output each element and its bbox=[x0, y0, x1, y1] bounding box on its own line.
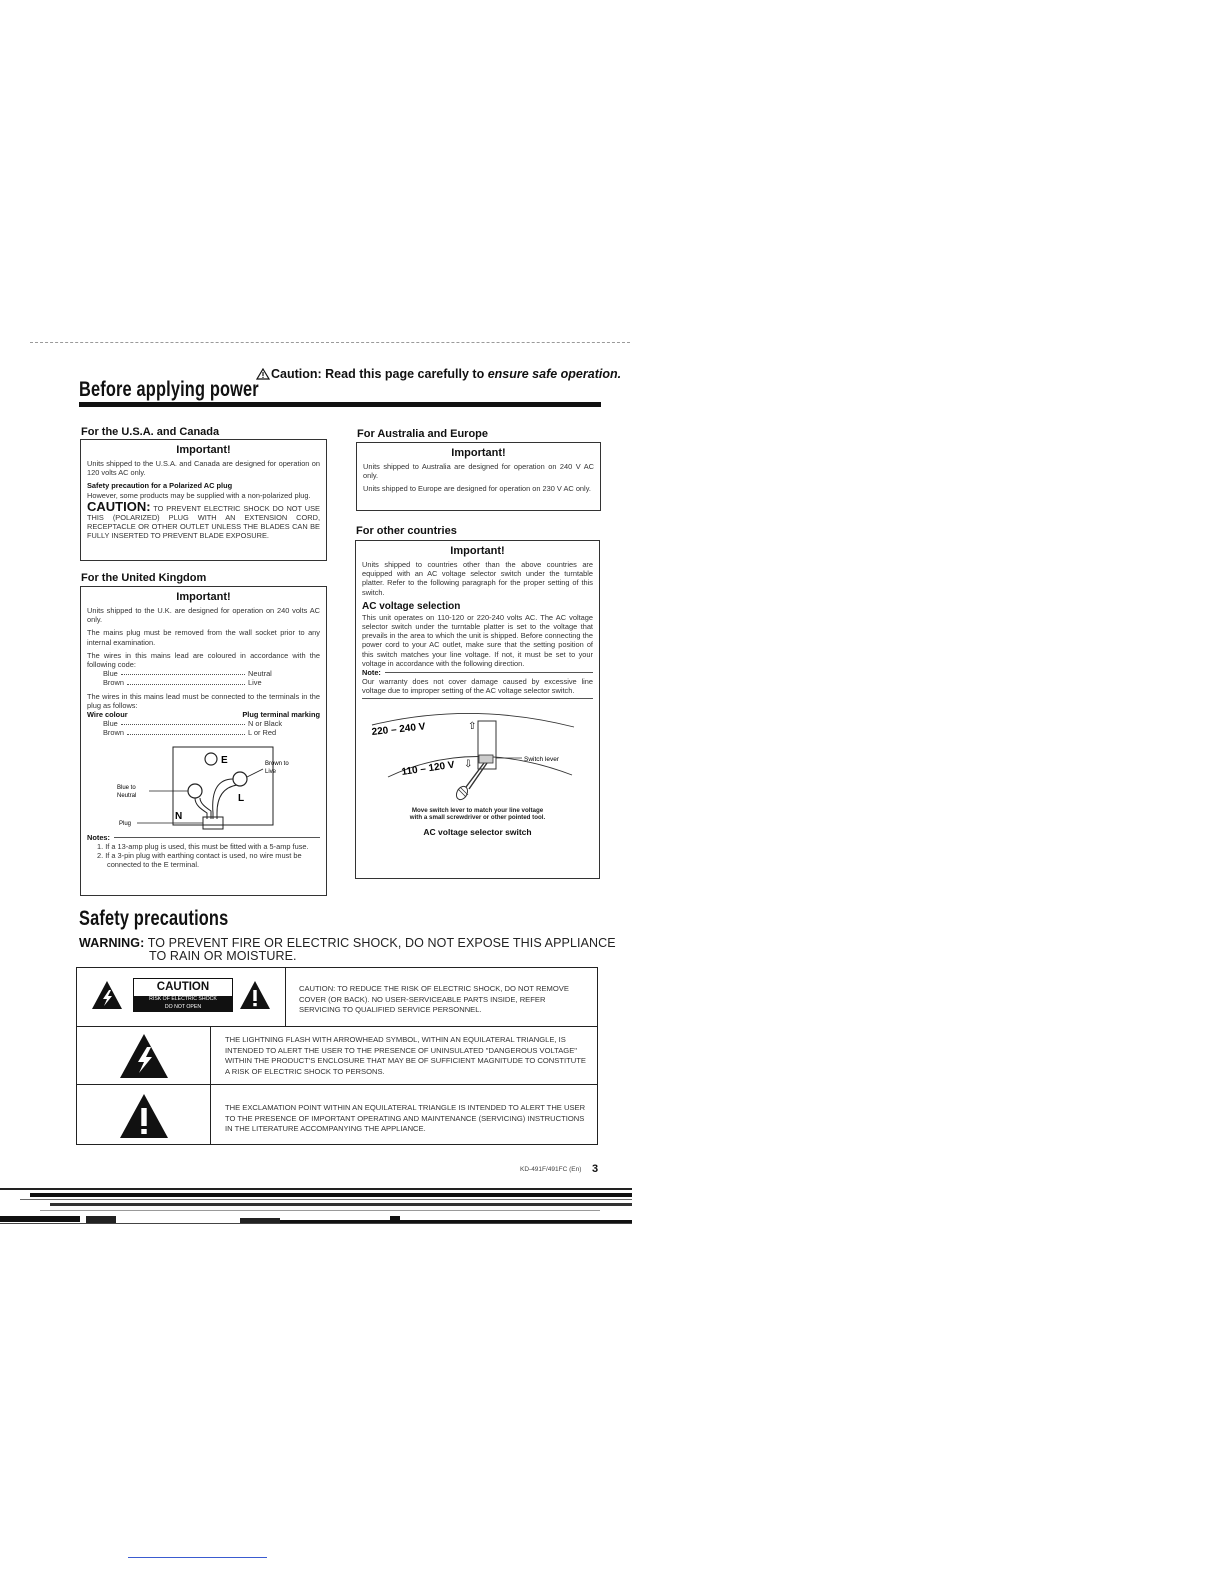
usa-important-title: Important! bbox=[176, 444, 231, 456]
usa-important-box bbox=[80, 439, 327, 561]
caution-label-do-not-open: DO NOT OPEN bbox=[164, 1003, 202, 1010]
uk-plug-wiring-diagram bbox=[87, 743, 321, 831]
caution-header-text: Caution: Read this page carefully to bbox=[271, 367, 488, 381]
uk-text-2: The mains plug must be removed from the wall socket prior to any internal examination. bbox=[87, 628, 320, 647]
warning-label: WARNING: bbox=[79, 936, 145, 950]
usa-safety-title: Safety precaution for a Polarized AC plug bbox=[87, 481, 233, 491]
arrow-down-icon: ⇩ bbox=[464, 758, 473, 770]
caution-label-risk: RISK OF ELECTRIC SHOCK bbox=[149, 996, 217, 1002]
lightning-triangle-icon bbox=[91, 980, 123, 1010]
usa-caution-label: CAUTION: bbox=[87, 498, 151, 514]
other-important-title: Important! bbox=[450, 545, 505, 557]
footer-model-code: KD-491F/491FC (En) bbox=[520, 1166, 582, 1173]
title-rule bbox=[79, 402, 601, 407]
uk-notes-label: Notes: bbox=[87, 832, 110, 842]
exclamation-triangle-icon bbox=[239, 980, 271, 1010]
warning-line-1: TO PREVENT FIRE OR ELECTRIC SHOCK, DO NOT EXPOSE THIS APPLIANCE bbox=[144, 936, 616, 950]
warning-line-2: TO RAIN OR MOISTURE. bbox=[149, 949, 297, 963]
uk-code-meaning: Live bbox=[248, 678, 262, 688]
safety-symbols-table bbox=[76, 967, 598, 1145]
usa-caution-text: TO PREVENT ELECTRIC SHOCK DO NOT USE THIS (POLARIZED) PLUG WITH AN EXTENSION CORD, RECEPTACLE OR OTHER OUTLET UNLESS THE BLADES CAN BE FULLY INSERTED TO PREVENT BLADE EXPOSURE. bbox=[87, 503, 320, 541]
uk-terminal-marking: N or Black bbox=[248, 719, 283, 729]
uk-terminal-row bbox=[87, 719, 320, 728]
uk-notes-heading bbox=[87, 833, 320, 842]
aus-important-title: Important! bbox=[451, 447, 506, 459]
other-text-1: Units shipped to countries other than the above countries are equipped with an AC voltage selector switch under the turntable platter. Refer to the following paragraph for the proper setting of this switch. bbox=[362, 560, 593, 597]
other-note-heading bbox=[362, 668, 593, 677]
diagram-n-label: N bbox=[175, 810, 183, 822]
other-heading: For other countries bbox=[356, 525, 457, 537]
scan-artifact-lines bbox=[0, 1186, 632, 1228]
footer-page-number: 3 bbox=[592, 1163, 599, 1175]
diagram-live: Live bbox=[265, 768, 277, 775]
uk-terminal-marking: L or Red bbox=[248, 728, 277, 738]
aus-text-1: Units shipped to Australia are designed for operation on 240 V AC only. bbox=[363, 462, 594, 481]
uk-text-4: The wires in this mains lead must be connected to the terminals in the plug as follows: bbox=[87, 691, 320, 710]
caution-label-box bbox=[133, 978, 233, 1012]
aus-important-box bbox=[356, 442, 601, 511]
safety-row-2-text: THE LIGHTNING FLASH WITH ARROWHEAD SYMBOL, WITHIN AN EQUILATERAL TRIANGLE, IS INTENDED TO ALERT THE USER TO THE PRESENCE OF UNINSULATED "DANGEROUS VOLTAGE" WITHIN THE PRODUCT'S ENCLOSURE THAT MAY BE OF SUFFICIENT MAGNITUDE TO CONSTITUTE A RISK OF ELECTRIC SHOCK TO PERSONS. bbox=[225, 1035, 586, 1076]
uk-code-meaning: Neutral bbox=[248, 669, 272, 679]
other-note-text: Our warranty does not cover damage caused by excessive line voltage due to improper setting of the AC voltage selector switch. bbox=[362, 677, 593, 698]
uk-text-3: The wires in this mains lead are coloured in accordance with the following code: bbox=[87, 650, 320, 670]
uk-code-row bbox=[87, 678, 320, 687]
diagram-blue-to: Blue to bbox=[117, 784, 136, 791]
diagram-caption-line-2: with a small screwdriver or other pointed tool. bbox=[409, 814, 546, 822]
screwdriver-icon bbox=[454, 784, 470, 801]
uk-important-title: Important! bbox=[176, 591, 231, 603]
safety-row-caution-label bbox=[77, 968, 597, 1027]
diagram-caption-title: AC voltage selector switch bbox=[423, 826, 532, 837]
diagram-brown-to: Brown to bbox=[265, 760, 289, 767]
diagram-switch-lever: Switch lever bbox=[524, 755, 560, 763]
usa-caution-paragraph bbox=[87, 498, 320, 541]
uk-notes-list bbox=[87, 842, 320, 870]
uk-important-box bbox=[80, 586, 327, 896]
diagram-neutral: Neutral bbox=[117, 792, 137, 799]
diagram-plug: Plug bbox=[119, 820, 132, 827]
bottom-link-underline bbox=[128, 1557, 267, 1558]
uk-note-item: 2. If a 3-pin plug with earthing contact is used, no wire must be connected to the E terminal. bbox=[97, 851, 302, 870]
exclamation-triangle-icon bbox=[119, 1093, 169, 1139]
other-subheading: AC voltage selection bbox=[362, 600, 461, 612]
diagram-l-label: L bbox=[238, 792, 245, 804]
caution-header-emphasis: ensure safe operation. bbox=[487, 367, 622, 381]
safety-row-1-text: CAUTION: TO REDUCE THE RISK OF ELECTRIC SHOCK, DO NOT REMOVE COVER (OR BACK). NO USER-SERVICEABLE PARTS INSIDE, REFER SERVICING TO QUALIFIED SERVICE PERSONNEL. bbox=[299, 984, 569, 1014]
section-title-safety-precautions: Safety precautions bbox=[79, 907, 229, 930]
safety-row-3-text: THE EXCLAMATION POINT WITHIN AN EQUILATERAL TRIANGLE IS INTENDED TO ALERT THE USER TO THE PRESENCE OF IMPORTANT OPERATING AND MAINTENANCE (SERVICING) INSTRUCTIONS IN THE LITERATURE ACCOMPANYING THE APPLIANCE. bbox=[225, 1103, 586, 1133]
caution-label-title: CAUTION bbox=[156, 981, 210, 993]
aus-text-2: Units shipped to Europe are designed for operation on 230 V AC only. bbox=[363, 484, 591, 494]
uk-code-color: Brown bbox=[103, 678, 124, 688]
arrow-up-icon: ⇧ bbox=[468, 720, 477, 732]
other-text-2: This unit operates on 110-120 or 220-240 volts AC. The AC voltage selector switch under the turntable platter is set to the voltage that prevails in the area to which the unit is shipped. Before connecting the power cord to your AC outlet, make sure that the setting position of this switch matches your line voltage. If not, it must be set to your voltage in accordance with the following direction. bbox=[362, 612, 593, 668]
uk-terminal-row bbox=[87, 728, 320, 737]
uk-heading: For the United Kingdom bbox=[81, 572, 207, 584]
page-title-before-applying-power: Before applying power bbox=[79, 378, 259, 401]
usa-safety-text: However, some products may be supplied with a non-polarized plug. bbox=[87, 490, 311, 500]
usa-heading: For the U.S.A. and Canada bbox=[81, 426, 220, 438]
diagram-110-120v: 110 – 120 V bbox=[400, 759, 456, 778]
caution-header bbox=[256, 367, 621, 381]
uk-terminal-color: Blue bbox=[103, 719, 118, 729]
usa-text-1: Units shipped to the U.S.A. and Canada are designed for operation on 120 volts AC only. bbox=[87, 459, 320, 478]
uk-text-1: Units shipped to the U.K. are designed for operation on 240 volts AC only. bbox=[87, 606, 320, 625]
diagram-e-label: E bbox=[221, 754, 228, 766]
uk-code-color: Blue bbox=[103, 669, 118, 679]
safety-row-lightning bbox=[77, 1027, 597, 1085]
top-dashed-line bbox=[30, 342, 630, 343]
uk-terminal-header bbox=[87, 710, 320, 719]
diagram-caption bbox=[362, 807, 593, 822]
other-important-box bbox=[355, 540, 600, 879]
warning-statement bbox=[79, 937, 616, 963]
safety-row-exclamation bbox=[77, 1085, 597, 1144]
aus-heading: For Australia and Europe bbox=[357, 428, 489, 440]
uk-note-item: 1. If a 13-amp plug is used, this must be fitted with a 5-amp fuse. bbox=[97, 841, 309, 851]
lightning-triangle-icon bbox=[119, 1033, 169, 1079]
uk-code-row bbox=[87, 669, 320, 678]
uk-col-plug-terminal: Plug terminal marking bbox=[242, 710, 320, 720]
uk-terminal-color: Brown bbox=[103, 728, 124, 738]
other-note-label: Note: bbox=[362, 668, 381, 678]
uk-col-wire-colour: Wire colour bbox=[87, 710, 128, 720]
ac-voltage-selector-diagram bbox=[362, 705, 594, 805]
diagram-220-240v: 220 – 240 V bbox=[371, 721, 426, 738]
diagram-caption-line-1: Move switch lever to match your line voltage bbox=[411, 806, 544, 814]
